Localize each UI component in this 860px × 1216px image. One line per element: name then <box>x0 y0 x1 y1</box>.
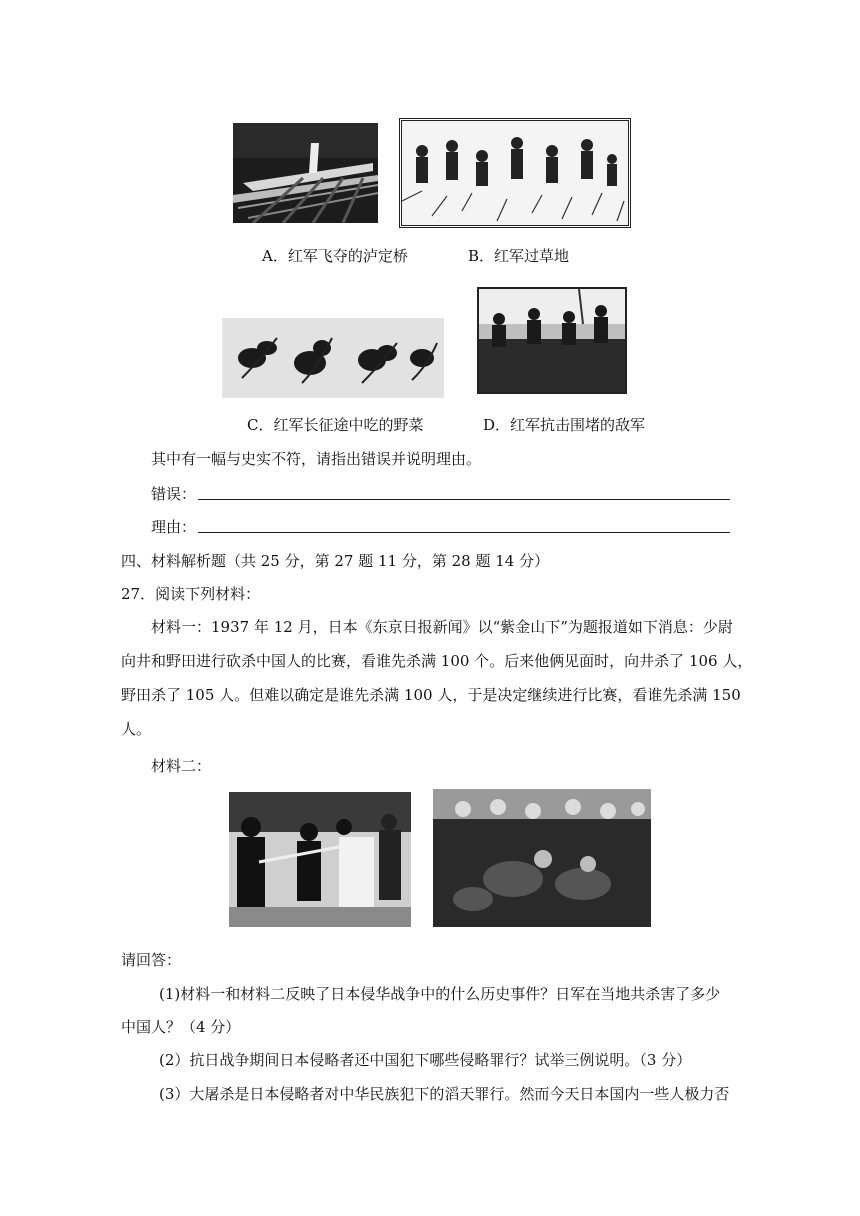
reason-label: 理由： <box>151 518 197 536</box>
section-four-heading: 四、材料解析题（共 25 分，第 27 题 11 分，第 28 题 14 分） <box>121 552 550 570</box>
figure-b-caption: B．红军过草地 <box>468 247 570 265</box>
material2-label: 材料二： <box>151 757 212 775</box>
reason-answer-line <box>198 532 730 533</box>
material1-line-3: 野田杀了 105 人。但难以确定是谁先杀满 100 人，于是决定继续进行比赛，看谁先杀满 150 <box>121 686 741 704</box>
figure-a-luding-bridge-image <box>233 123 378 223</box>
figure-d-caption: D．红军抗击围堵的敌军 <box>483 416 646 434</box>
material2-photo-right <box>433 789 651 927</box>
figure-c-wild-vegetables-image <box>222 318 444 398</box>
figure-a-caption: A．红军飞夺的泸定桥 <box>262 247 408 265</box>
error-answer-line <box>198 499 730 500</box>
material1-line-1: 材料一：1937 年 12 月，日本《东京日报新闻》以“紫金山下”为题报道如下消息：少尉 <box>151 618 733 636</box>
error-label: 错误： <box>151 485 197 503</box>
figure-c-caption: C．红军长征途中吃的野菜 <box>247 416 424 434</box>
figure-b-grassland-image <box>399 118 631 228</box>
figure-d-fighting-enemy-image <box>477 287 627 394</box>
sub-question-3: (3）大屠杀是日本侵略者对中华民族犯下的滔天罪行。然而今天日本国内一些人极力否 <box>159 1085 730 1103</box>
question-prompt: 其中有一幅与史实不符，请指出错误并说明理由。 <box>151 450 482 468</box>
please-answer-label: 请回答： <box>121 951 182 969</box>
sub-question-1-line-2: 中国人？（4 分） <box>121 1018 241 1036</box>
material2-photo-left <box>229 792 411 927</box>
q27-title: 27．阅读下列材料： <box>121 585 261 603</box>
sub-question-1-line-1: (1)材料一和材料二反映了日本侵华战争中的什么历史事件？日军在当地共杀害了多少 <box>159 985 721 1003</box>
material1-line-4: 人。 <box>121 720 152 738</box>
material1-line-2: 向井和野田进行砍杀中国人的比赛，看谁先杀满 100 个。后来他俩见面时，向井杀了 106 人， <box>121 652 753 670</box>
sub-question-2: (2）抗日战争期间日本侵略者还中国犯下哪些侵略罪行？试举三例说明。（3 分） <box>159 1051 692 1069</box>
